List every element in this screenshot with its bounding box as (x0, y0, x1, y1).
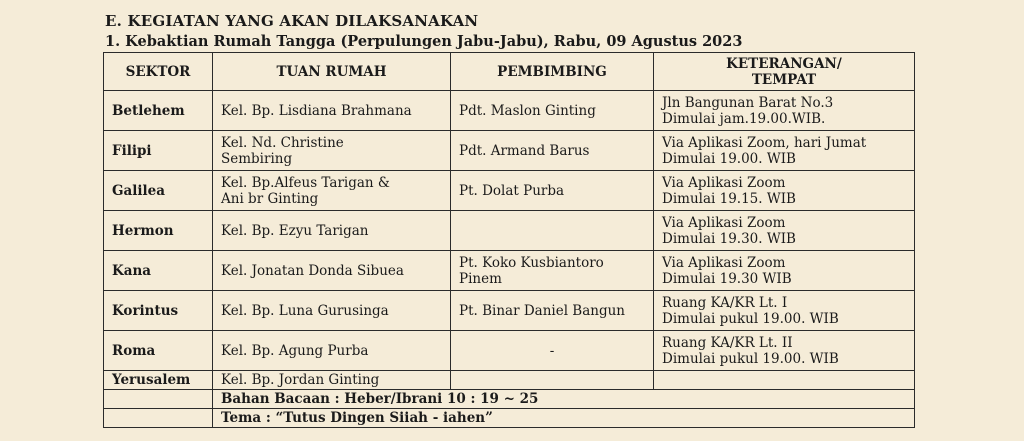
tuan-rumah-line: Kel. Bp. Lisdiana Brahmana (221, 102, 412, 119)
table-row (104, 91, 915, 131)
keterangan-line: Via Aplikasi Zoom (662, 214, 786, 231)
keterangan-line: Ruang KA/KR Lt. II (662, 334, 793, 351)
table-row (104, 371, 915, 390)
blank-cell (104, 409, 213, 428)
keterangan-cell (654, 331, 915, 371)
schedule-subtitle: 1. Kebaktian Rumah Tangga (Perpulungen Jabu-Jabu), Rabu, 09 Agustus 2023 (105, 33, 743, 50)
tuan-rumah-line: Kel. Bp. Ezyu Tarigan (221, 222, 369, 239)
sektor-cell: Kana (104, 251, 213, 291)
tuan-rumah-cell: Kel. Bp. Jordan Ginting (213, 371, 451, 390)
keterangan-line: Via Aplikasi Zoom, hari Jumat (662, 134, 867, 151)
pembimbing-cell (451, 251, 654, 291)
keterangan-line: Via Aplikasi Zoom (662, 254, 786, 271)
section-title: E. KEGIATAN YANG AKAN DILAKSANAKAN (105, 12, 479, 30)
header-pembimbing: PEMBIMBING (451, 53, 654, 91)
pembimbing-line: Pt. Koko Kusbiantoro (459, 254, 604, 271)
pembimbing-cell (451, 91, 654, 131)
tuan-rumah-line: Kel. Jonatan Donda Sibuea (221, 262, 404, 279)
pembimbing-line: Pdt. Armand Barus (459, 142, 590, 159)
header-sektor: SEKTOR (104, 53, 213, 91)
pembimbing-cell (451, 171, 654, 211)
keterangan-line: Ruang KA/KR Lt. I (662, 294, 788, 311)
keterangan-line: Dimulai 19.15. WIB (662, 190, 796, 207)
sektor-cell: Roma (104, 331, 213, 371)
table-row (104, 331, 915, 371)
keterangan-line: Via Aplikasi Zoom (662, 174, 786, 191)
pembimbing-cell (451, 211, 654, 251)
pembimbing-cell (451, 291, 654, 331)
sektor-cell: Betlehem (104, 91, 213, 131)
pembimbing-cell (451, 371, 654, 390)
sektor-cell: Korintus (104, 291, 213, 331)
header-keterangan-line2: TEMPAT (751, 71, 817, 88)
table-row (104, 251, 915, 291)
keterangan-line: Dimulai pukul 19.00. WIB (662, 350, 839, 367)
pembimbing-line: Pt. Binar Daniel Bangun (459, 302, 625, 319)
keterangan-cell (654, 131, 915, 171)
bahan-bacaan-row (104, 390, 915, 409)
tuan-rumah-cell (213, 331, 451, 371)
tuan-rumah-line: Ani br Ginting (221, 190, 319, 207)
sektor-cell: Hermon (104, 211, 213, 251)
tema-row (104, 409, 915, 428)
table-header-row (104, 53, 915, 91)
keterangan-cell (654, 211, 915, 251)
keterangan-line: Dimulai 19.30 WIB (662, 270, 792, 287)
schedule-table (103, 52, 915, 428)
sektor-cell: Yerusalem (104, 371, 213, 390)
keterangan-cell (654, 171, 915, 211)
keterangan-line: Dimulai pukul 19.00. WIB (662, 310, 839, 327)
table-row (104, 171, 915, 211)
sektor-cell: Galilea (104, 171, 213, 211)
sektor-cell: Filipi (104, 131, 213, 171)
tuan-rumah-line: Kel. Bp.Alfeus Tarigan & (221, 174, 390, 191)
table-row (104, 291, 915, 331)
blank-cell (104, 390, 213, 409)
pembimbing-line: Pinem (459, 270, 502, 287)
tuan-rumah-cell (213, 291, 451, 331)
keterangan-line: Dimulai 19.30. WIB (662, 230, 796, 247)
keterangan-line: Dimulai jam.19.00.WIB. (662, 110, 826, 127)
keterangan-cell (654, 91, 915, 131)
pembimbing-line: Pt. Dolat Purba (459, 182, 565, 199)
table-row (104, 131, 915, 171)
tuan-rumah-cell (213, 251, 451, 291)
keterangan-cell (654, 251, 915, 291)
tuan-rumah-line: Kel. Nd. Christine (221, 134, 344, 151)
tuan-rumah-line: Sembiring (221, 150, 293, 167)
pembimbing-cell (451, 131, 654, 171)
table-row (104, 211, 915, 251)
tuan-rumah-line: Kel. Bp. Luna Gurusinga (221, 302, 389, 319)
keterangan-cell (654, 371, 915, 390)
pembimbing-cell: - (451, 331, 654, 371)
pembimbing-line: Pdt. Maslon Ginting (459, 102, 596, 119)
tuan-rumah-cell (213, 171, 451, 211)
header-tuan-rumah: TUAN RUMAH (213, 53, 451, 91)
tuan-rumah-cell (213, 131, 451, 171)
tuan-rumah-cell (213, 91, 451, 131)
keterangan-line: Jln Bangunan Barat No.3 (662, 94, 834, 111)
tuan-rumah-line: Kel. Bp. Agung Purba (221, 342, 369, 359)
keterangan-line: Dimulai 19.00. WIB (662, 150, 796, 167)
header-keterangan-line1: KETERANGAN/ (726, 55, 842, 72)
bahan-bacaan: Bahan Bacaan : Heber/Ibrani 10 : 19 ~ 25 (213, 390, 915, 409)
keterangan-cell (654, 291, 915, 331)
tema: Tema : “Tutus Dingen Siiah - iahen” (213, 409, 915, 428)
tuan-rumah-cell (213, 211, 451, 251)
header-keterangan (654, 53, 915, 91)
